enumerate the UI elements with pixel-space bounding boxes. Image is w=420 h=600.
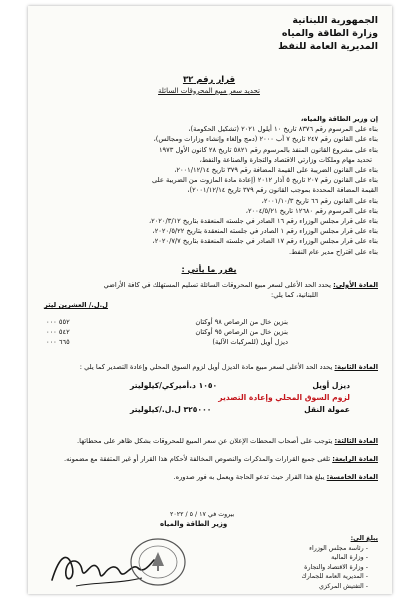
distribution-item: - المديرية العامة للجمارك	[301, 573, 368, 581]
article-5-text: يبلغ هذا القرار حيث تدعو الحاجة ويعمل به فور صدوره.	[173, 473, 325, 482]
preamble-line: القيمة المضافة المحددة بموجب القانون رقم ٣٧٩ تاريخ ٢٠٠١/١٢/١٤)،	[187, 186, 378, 195]
preamble-line: تحديد مهام وملكات وزارتي الاقتصاد والتجارة والصناعة والنفط،	[199, 155, 372, 164]
transport-label: عمولة النقل	[304, 405, 350, 415]
article-3-title: المادة الثالثة:	[334, 437, 378, 445]
distribution-item: - وزارة المالية	[331, 554, 368, 562]
articles-3-5	[40, 436, 378, 483]
price-row	[40, 337, 378, 347]
preamble-line: بناء على القانون الضريبة على القيمة المضافة رقم ٣٧٩ تاريخ ٢٠٠١/١٢/١٤،	[174, 166, 378, 175]
fuel-label: ديزل أويل (للمركبات الآلية)	[212, 338, 288, 347]
preamble-line: بناء على قرار مجلس الوزراء رقم ١٧ الصادر في جلسته المنعقدة بتاريخ ٢٠٢٠/٧/٧،	[152, 237, 378, 246]
distribution-item: - التفتيش المركزي	[318, 582, 368, 590]
minister-title: وزير الطاقة والمياه	[160, 519, 228, 528]
preamble-line: بناء على مشروع القانون المنفذ بالمرسوم رقم ٥٨٢١ تاريخ ٢٨ كانون الأول ١٩٧٣	[158, 145, 378, 154]
directorate-name: المديرية العامة للنفط	[278, 41, 378, 52]
preamble-line: بناء على القانون رقم ٢٤٧ تاريخ ٧ آب ٢٠٠٠ (دمج وإلغاء وإنشاء وزارات ومجالس)،	[153, 135, 378, 144]
fuel-price: ٥٤٢ ٠٠٠	[46, 327, 70, 336]
transport-row	[130, 404, 350, 416]
signature-block	[40, 510, 378, 529]
article-2-title: المادة الثانية:	[334, 363, 378, 371]
article-2-text: يحدد الحد الأعلى لسعر مبيع مادة الديزل أويل لزوم السوق المحلي وإعادة التصدير كما يلي :	[79, 363, 333, 371]
distribution-item: - وزارة الاقتصاد والتجارة	[304, 563, 368, 571]
ministry-name: وزارة الطاقة والمياه	[281, 28, 378, 39]
price-column-header: ل.ل./ العشرين ليتر	[44, 301, 108, 310]
local-market-label: لزوم السوق المحلي وإعادة التصدير	[218, 393, 350, 403]
preamble-line: بناء على اقتراح مدير عام النفط.	[289, 247, 378, 256]
article-1-text: يحدد الحد الأعلى لسعر مبيع المحروقات السائلة تسليم المستهلك في كافة الأراضي	[103, 281, 331, 289]
decision-subject: تحديد سعر مبيع المحروقات السائلة	[158, 87, 260, 95]
preamble-line: بناء على القانون رقم ٦٦ تاريخ ٢٠٠١/١٠/٣،	[261, 196, 378, 205]
price-row	[40, 327, 378, 337]
decides-heading	[40, 264, 378, 275]
fuel-label: بنزين خال من الرصاص ٩٥ أوكتان	[195, 327, 288, 336]
decision-number: قرار رقم ٣٢	[182, 75, 236, 85]
country-name: الجمهورية اللبنانية	[292, 15, 378, 26]
article-1	[40, 280, 378, 347]
signature-date: بيروت في ١٧ / ٥ / ٢٠٢٢	[170, 511, 235, 518]
decree-document	[28, 6, 392, 594]
preamble	[40, 114, 378, 257]
diesel-row	[130, 380, 350, 392]
preamble-line: بناء على المرسوم رقم ١٢٦٨٠ تاريخ ٢٠٠٤/٥/٢١،	[245, 206, 378, 215]
fuel-label: بنزين خال من الرصاص ٩٨ أوكتان	[195, 317, 288, 326]
preamble-intro: إن وزير الطاقة والمياه،	[300, 115, 378, 123]
ministry-stamp	[126, 534, 190, 590]
article-1-text-cont: اللبنانية، كما يلي:	[270, 291, 318, 300]
preamble-line: بناء على قرار مجلس الوزراء رقم ١٦ الصادر في جلسته المنعقدة بتاريخ ٢٠٢٠/٣/١٢،	[148, 217, 378, 226]
article-5-title: المادة الخامسة:	[326, 473, 378, 482]
article-1-title: المادة الأولى:	[333, 281, 378, 289]
article-2	[40, 362, 378, 416]
diesel-prices	[40, 380, 378, 416]
preamble-line: بناء على المرسوم رقم ٨٣٧٦ تاريخ ١٠ أيلول ٢٠٢١ (تشكيل الحكومة)،	[188, 125, 378, 134]
diesel-label: ديزل أويل	[312, 381, 350, 391]
article-4-title: المادة الرابعة:	[332, 455, 378, 464]
fuel-price: ٥٥٢ ٠٠٠	[46, 317, 70, 326]
diesel-value: ١٠٥٠ د.أميركي/كيلوليتر	[130, 381, 218, 391]
preamble-line: بناء على قرار مجلس الوزراء رقم ١ الصادر في جلسته المنعقدة بتاريخ ٢٠٢٠/٥/٢٢،	[152, 227, 378, 236]
price-row	[40, 317, 378, 327]
distribution-item: - رئاسة مجلس الوزراء	[309, 544, 368, 552]
distribution-title: يبلغ الى:	[350, 535, 378, 542]
transport-value: ٣٢٥٠٠٠ ل.ل./كيلوليتر	[130, 405, 212, 415]
letterhead	[40, 14, 378, 53]
decision-heading	[40, 74, 378, 96]
article-4-text: تلغى جميع القرارات والمذكرات والنصوص المخالفة لأحكام هذا القرار أو غير المتفقة مع مضمونه.	[64, 455, 331, 464]
fuel-price: ٦٦٥ ٠٠٠	[46, 338, 70, 347]
decides-text: يقرر ما يأتي :	[181, 265, 237, 274]
preamble-line: بناء على القانون رقم ٢٠٧ تاريخ ٥ آذار ٢٠١٢ (إعادة مادة المازوت من الضريبة على	[152, 176, 378, 185]
article-3-text: يتوجب على أصحاب المحطات الإعلان عن سعر المبيع للمحروقات بشكل ظاهر على محطاتها.	[77, 437, 333, 445]
